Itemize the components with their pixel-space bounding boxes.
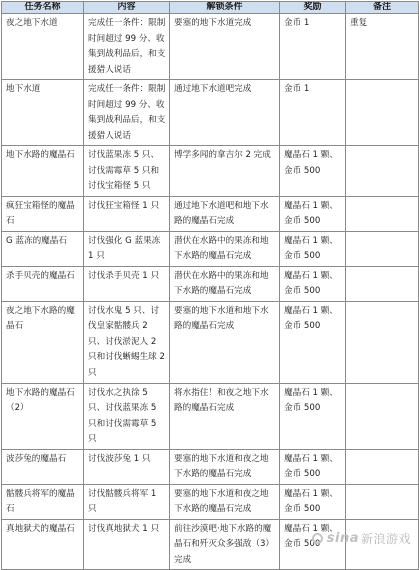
cell-content: 讨伐真地狱犬 1 只 [84, 519, 170, 570]
cell-task-name: 骷髅兵将军的魔晶石 [2, 484, 84, 519]
cell-task-name: 地下水路的魔晶石（2） [2, 383, 84, 449]
table-row [2, 449, 419, 484]
cell-task-name: 波莎兔的魔晶石 [2, 449, 84, 484]
table-row [2, 383, 419, 449]
cell-content: 讨伐蓝果冻 5 只、讨伐需霉草 5 只和讨伐宝箱怪 5 只 [84, 146, 170, 197]
header-task-name: 任务名称 [2, 2, 84, 14]
cell-reward: 魔晶石 1 颗、金币 500 [280, 449, 346, 484]
sina-games-watermark [312, 530, 411, 547]
table-row [2, 266, 419, 301]
cell-note [346, 449, 419, 484]
table-row [2, 196, 419, 231]
cell-reward: 魔晶石 1 颗、金币 500 [280, 231, 346, 266]
cell-content: 讨伐杀手贝壳 1 只 [84, 266, 170, 301]
cell-reward: 魔晶石 1 颗、金币 500 [280, 484, 346, 519]
cell-task-name: G 蓝冻的魔晶石 [2, 231, 84, 266]
cell-note [346, 484, 419, 519]
cell-unlock-condition: 要塞的地下水道和夜之地下水路的魔晶石完成 [170, 449, 280, 484]
cell-unlock-condition: 博学多闻的拿吉尔 2 完成 [170, 146, 280, 197]
cell-content: 讨伐波莎兔 1 只 [84, 449, 170, 484]
cell-task-name: 地下水道 [2, 80, 84, 146]
cell-unlock-condition: 要塞的地下水道和地下水路的魔晶石完成 [170, 301, 280, 383]
cell-task-name: 夜之地下水道 [2, 14, 84, 80]
cell-unlock-condition: 通过地下水道吧和地下水路的魔晶石完成 [170, 196, 280, 231]
cell-reward: 金币 1 [280, 14, 346, 80]
quest-table [1, 1, 419, 570]
cell-content: 讨伐强化 G 蓝果冻 1 只 [84, 231, 170, 266]
cell-unlock-condition: 要塞的地下水道完成 [170, 14, 280, 80]
cell-content: 完成任一条件：限制时间超过 99 分、收集到战利品后，和支援猎人说话 [84, 14, 170, 80]
cell-note [346, 80, 419, 146]
cell-task-name: 疯狂宝箱怪的魔晶石 [2, 196, 84, 231]
cell-unlock-condition: 潜伏在水路中的果冻和地下水路的魔晶石完成 [170, 266, 280, 301]
cell-task-name: 真地狱犬的魔晶石 [2, 519, 84, 570]
header-content: 内容 [84, 2, 170, 14]
cell-reward: 魔晶石 1 颗、金币 500 [280, 196, 346, 231]
table-row [2, 484, 419, 519]
cell-reward: 魔晶石 1 颗、金币 500 [280, 266, 346, 301]
table-row [2, 14, 419, 80]
cell-reward: 金币 1 [280, 80, 346, 146]
cell-note: 重复 [346, 14, 419, 80]
cell-note [346, 383, 419, 449]
header-reward: 奖励 [280, 2, 346, 14]
cell-reward: 魔晶石 1 颗、金币 500 [280, 146, 346, 197]
cell-reward: 魔晶石 1 颗、金币 500 [280, 383, 346, 449]
sina-eye-logo-icon [312, 533, 323, 544]
header-note: 备注 [346, 2, 419, 14]
table-row [2, 146, 419, 197]
table-row [2, 301, 419, 383]
cell-note [346, 146, 419, 197]
cell-note [346, 231, 419, 266]
cell-unlock-condition: 将水指住！和夜之地下水路的魔晶石完成 [170, 383, 280, 449]
cell-task-name: 地下水路的魔晶石 [2, 146, 84, 197]
cell-unlock-condition: 潜伏在水路中的果冻和地下水路的魔晶石完成 [170, 231, 280, 266]
cell-unlock-condition: 通过地下水道吧完成 [170, 80, 280, 146]
cell-content: 讨伐水鬼 5 只、讨伐皇家骷髅兵 2 只、讨伐淤泥人 2 只和讨伐蜥蜴生球 2 只 [84, 301, 170, 383]
table-row [2, 231, 419, 266]
watermark-logo: sina [326, 531, 359, 546]
cell-note [346, 196, 419, 231]
cell-unlock-condition: 前往沙漠吧·地下水路的魔晶石和歼灭众多强敌（3）完成 [170, 519, 280, 570]
cell-note [346, 266, 419, 301]
cell-content: 完成任一条件：限制时间超过 99 分、收集到战利品后，和支援猎人说话 [84, 80, 170, 146]
cell-reward: 魔晶石 1 颗、金币 500 [280, 519, 346, 570]
cell-content: 讨伐水之执徐 5 只、讨伐蓝果冻 5 只和讨伐需霉草 5 只 [84, 383, 170, 449]
cell-task-name: 杀手贝壳的魔晶石 [2, 266, 84, 301]
watermark-text: 新浪游戏 [360, 532, 411, 546]
cell-reward: 魔晶石 1 颗、金币 500 [280, 301, 346, 383]
header-unlock-condition: 解锁条件 [170, 2, 280, 14]
table-header-row [2, 2, 419, 14]
cell-unlock-condition: 要塞的地下水道和夜之地下水路的魔晶石完成 [170, 484, 280, 519]
table-row [2, 80, 419, 146]
cell-note [346, 301, 419, 383]
cell-content: 讨伐狂宝箱怪 1 只 [84, 196, 170, 231]
cell-task-name: 夜之地下水路的魔晶石 [2, 301, 84, 383]
cell-content: 讨伐骷髅兵将军 1 只 [84, 484, 170, 519]
